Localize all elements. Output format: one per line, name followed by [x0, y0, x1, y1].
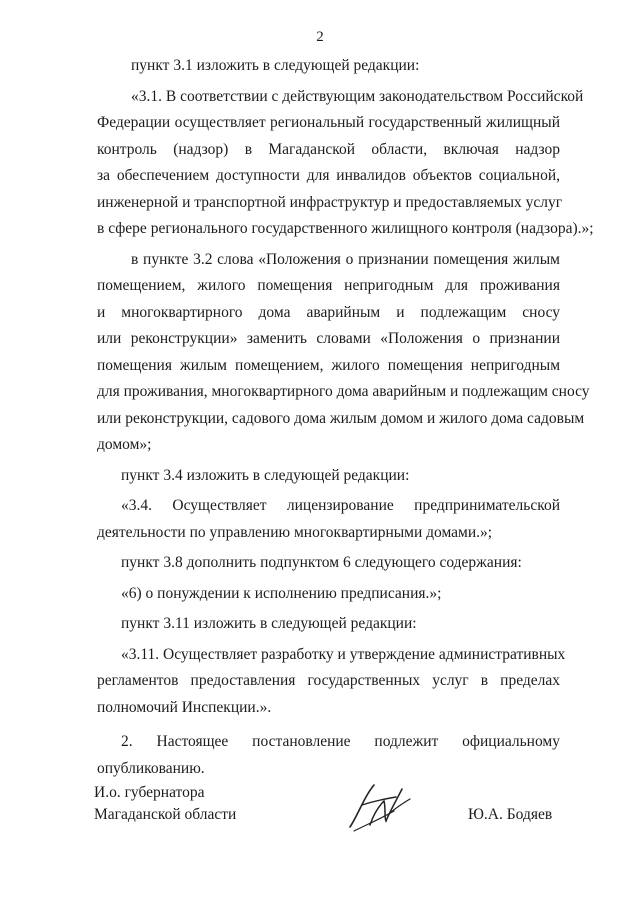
signatory-position-line1: И.о. губернатора	[94, 784, 205, 801]
page-number: 2	[316, 29, 324, 45]
handwritten-signature	[340, 775, 420, 837]
text-line: 2. Настоящее постановление подлежит официальному	[121, 733, 560, 750]
text-line: контроль (надзор) в Магаданской области, включая надзор	[97, 140, 560, 158]
text-line: помещения жилым помещением, жилого помещения непригодным	[97, 356, 560, 374]
text-line: «3.1. В соответствии с действующим законодательством Российской	[131, 87, 584, 105]
text-line: помещением, жилого помещения непригодным для проживания	[97, 277, 560, 294]
text-line: «3.11. Осуществляет разработку и утверждение административных	[121, 645, 566, 663]
text-line: полномочий Инспекции.».	[97, 698, 272, 716]
document-body	[97, 53, 594, 782]
text-line: или реконструкции» заменить словами «Положения о признании	[97, 330, 560, 347]
text-line: регламентов предоставления государственных услуг в пределах	[97, 672, 560, 689]
signatory-position	[94, 782, 236, 826]
text-line: опубликованию.	[97, 759, 205, 777]
text-line: пункт 3.11 изложить в следующей редакции:	[121, 615, 417, 632]
text-line: «3.4. Осуществляет лицензирование предпринимательской	[121, 497, 560, 514]
signatory-position-line2: Магаданской области	[94, 806, 237, 823]
text-line: и многоквартирного дома аварийным и подлежащим сносу	[97, 303, 560, 321]
text-line: «6) о понуждении к исполнению предписания.»;	[121, 584, 442, 602]
text-line: инженерной и транспортной инфраструктур и предоставляемых услуг	[97, 193, 563, 211]
text-line: за обеспечением доступности для инвалидов объектов социальной,	[97, 167, 560, 184]
text-line: в сфере регионального государственного жилищного контроля (надзора).»;	[97, 220, 594, 237]
text-line: для проживания, многоквартирного дома аварийным и подлежащим сносу	[97, 383, 590, 400]
text-line: пункт 3.4 изложить в следующей редакции:	[121, 466, 410, 484]
signatory-name: Ю.А. Бодяев	[468, 806, 553, 823]
text-line: Федерации осуществляет региональный государственный жилищный	[97, 114, 560, 131]
text-line: домом»;	[97, 436, 152, 453]
text-line: пункт 3.8 дополнить подпунктом 6 следующего содержания:	[121, 554, 522, 571]
text-line: деятельности по управлению многоквартирными домами.»;	[97, 523, 493, 541]
text-line: пункт 3.1 изложить в следующей редакции:	[131, 57, 420, 74]
text-line: в пункте 3.2 слова «Положения о признании помещения жилым	[131, 250, 560, 268]
text-line: или реконструкции, садового дома жилым домом и жилого дома садовым	[97, 409, 585, 427]
